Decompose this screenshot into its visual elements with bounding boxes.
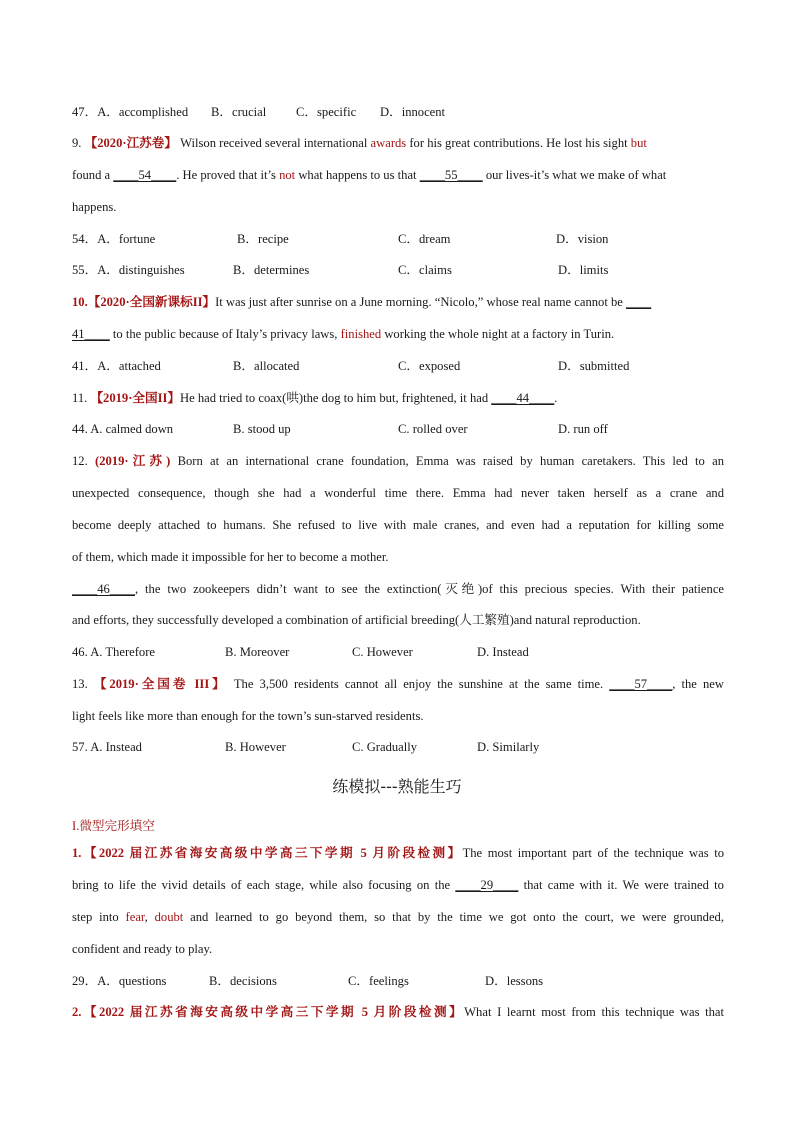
option: B．determines [233, 263, 310, 277]
blank-55: ____55____ [419, 168, 483, 182]
option: D. Similarly [477, 740, 540, 754]
question-number: 12. [72, 454, 88, 468]
option: 54．A．fortune [72, 232, 156, 246]
question-12-line-6: and efforts, they successfully developed a combination of artificial breeding(人工繁殖)and natural reproduction. [72, 613, 641, 627]
option: 44. A. calmed down [72, 422, 174, 436]
option: C. rolled over [398, 422, 468, 436]
passage-1-line-3: step into fear, doubt and learned to go beyond them, so that by the time we got onto the court, we were grounded, [72, 910, 724, 924]
option: D．limits [558, 263, 609, 277]
blank-57: ____57____ [609, 677, 673, 691]
question-12-line-3: become deeply attached to humans. She refused to live with male cranes, and even had a reputation for killing some [72, 518, 724, 532]
option: B. Moreover [225, 645, 290, 659]
question-source: 10.【2020·全国新课标II】 [72, 295, 216, 309]
question-12-line-5: ____46____, the two zookeepers didn’t want to see the extinction(灭绝)of this precious species. With their patience [72, 582, 724, 596]
question-10-line-2: 41____ to the public because of Italy’s privacy laws, finished working the whole night at a factory in Turin. [72, 327, 615, 341]
passage-2-line-1: 2.【2022 届江苏省海安高级中学高三下学期 5 月阶段检测】What I learnt most from this technique was that [72, 1005, 725, 1019]
question-10-line-1: 10.【2020·全国新课标II】It was just after sunrise on a June morning. “Nicolo,” whose real name cannot be ____ [72, 295, 652, 309]
question-12-line-2: unexpected consequence, though she had a wonderful time there. Emma had never taken herself as a crane and [72, 486, 724, 500]
option: B．allocated [233, 359, 300, 373]
option: C．specific [296, 105, 357, 119]
question-source: 2.【2022 届江苏省海安高级中学高三下学期 5 月阶段检测】 [72, 1005, 465, 1019]
option: B. However [225, 740, 286, 754]
blank-41: 41____ [72, 327, 110, 341]
question-source: 【2020·江苏卷】 [84, 136, 177, 150]
option: 55．A．distinguishes [72, 263, 185, 277]
question-number: 9. [72, 136, 82, 150]
option: 46. A. Therefore [72, 645, 155, 659]
option: D．submitted [558, 359, 630, 373]
option: D．lessons [485, 974, 544, 988]
option: D. run off [558, 422, 608, 436]
question-number: 13. [72, 677, 88, 691]
blank-29: ____29____ [455, 878, 519, 892]
blank-44: ____44____ [491, 391, 555, 405]
passage-1-line-1: 1.【2022 届江苏省海安高级中学高三下学期 5 月阶段检测】The most important part of the technique was to [72, 846, 724, 860]
question-13-line-2: light feels like more than enough for the town’s sun-starved residents. [72, 709, 424, 723]
option: C．claims [398, 263, 452, 277]
option: D．innocent [380, 105, 446, 119]
question-9-line-3: happens. [72, 200, 117, 214]
option: D. Instead [477, 645, 529, 659]
blank-54: ____54____ [113, 168, 177, 182]
question-source: 【2019·全国卷 III】 [93, 677, 228, 691]
question-13-line-1: 13. 【2019·全国卷 III】 The 3,500 residents cannot all enjoy the sunshine at the same time. ____57____, the new [72, 677, 724, 691]
option: C．exposed [398, 359, 461, 373]
question-12-line-4: of them, which made it impossible for her to become a mother. [72, 550, 389, 564]
option: B. stood up [233, 422, 291, 436]
option: B．decisions [209, 974, 277, 988]
blank-46: ____46____ [72, 582, 135, 596]
section-title: 练模拟---熟能生巧 [332, 777, 462, 796]
option: C. However [352, 645, 413, 659]
question-12-line-1: 12. (2019·江苏) Born at an international crane foundation, Emma was raised by human caretakers. This led to an [72, 454, 724, 468]
question-9-line-1: 9. 【2020·江苏卷】 Wilson received several international awards for his great contributions. He lost his sight but [72, 136, 647, 150]
question-11-line-1: 11. 【2019·全国II】He had tried to coax(哄)the dog to him but, frightened, it had ____44____. [72, 391, 558, 405]
passage-1-line-2: bring to life the vivid details of each stage, while also focusing on the ____29____ that came with it. We were trained to [72, 878, 724, 892]
option: D．vision [556, 232, 609, 246]
option: B．recipe [237, 232, 289, 246]
section-subtitle: I.微型完形填空 [72, 819, 155, 833]
passage-1-line-4: confident and ready to play. [72, 942, 213, 956]
option: 47．A．accomplished [72, 105, 189, 119]
question-9-line-2: found a ____54____. He proved that it’s not what happens to us that ____55____ our lives-it’s what we make of what [72, 168, 667, 182]
option: C．dream [398, 232, 451, 246]
question-source: 1.【2022 届江苏省海安高级中学高三下学期 5 月阶段检测】 [72, 846, 463, 860]
option: 41．A．attached [72, 359, 161, 373]
option: C．feelings [348, 974, 409, 988]
question-source: (2019·江苏) [95, 454, 171, 468]
question-number: 11. [72, 391, 88, 405]
option: C. Gradually [352, 740, 418, 754]
option: B．crucial [211, 105, 267, 119]
question-source: 【2019·全国II】 [90, 391, 181, 405]
option: 29．A．questions [72, 974, 167, 988]
option: 57. A. Instead [72, 740, 142, 754]
